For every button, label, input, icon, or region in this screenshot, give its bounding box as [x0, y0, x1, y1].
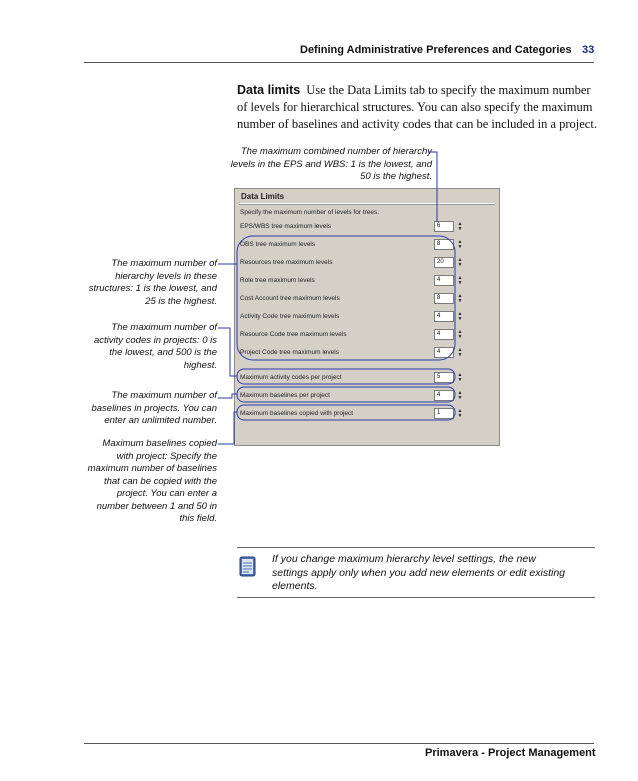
spin-arrows-icon[interactable]: ▲ ▼ [457, 310, 463, 322]
note-bottom-rule [237, 597, 595, 598]
callout-baselines-copied: Maximum baselines copied with project: Specify the maximum number of baselines that can be copied with the project. You can enter a number between 1 and 50 in this field. [87, 438, 217, 524]
spin-arrows-icon[interactable]: ▲ ▼ [457, 292, 463, 304]
spinner-max-activity-codes[interactable] [434, 372, 464, 383]
callout-baselines: The maximum number of baselines in projects. You can enter an unlimited number. [91, 390, 217, 426]
row-label-activity-code: Activity Code tree maximum levels [240, 313, 340, 320]
spinner-activity-code[interactable] [434, 311, 464, 322]
spinner-value[interactable]: 4 [434, 275, 454, 286]
spinner-value[interactable]: 20 [434, 257, 454, 268]
spinner-value[interactable]: 8 [434, 293, 454, 304]
spinner-role[interactable] [434, 275, 464, 286]
row-label-project-code: Project Code tree maximum levels [240, 349, 339, 356]
page-number: 33 [582, 44, 595, 56]
dialog-intro: Specify the maximum number of levels for trees. [240, 209, 380, 216]
row-label-role: Role tree maximum levels [240, 277, 315, 284]
spinner-value[interactable]: 8 [434, 239, 454, 250]
row-label-max-baselines: Maximum baselines per project [240, 392, 330, 399]
running-footer: Primavera - Project Management [425, 747, 596, 759]
row-label-resources: Resources tree maximum levels [240, 259, 333, 266]
note-top-rule [237, 547, 595, 548]
spinner-value[interactable]: 4 [434, 347, 454, 358]
spinner-eps-wbs[interactable] [434, 221, 464, 232]
note-icon [239, 555, 257, 577]
spinner-max-baselines-copied[interactable] [434, 408, 464, 419]
row-label-max-baselines-copied: Maximum baselines copied with project [240, 410, 354, 417]
spinner-resources[interactable] [434, 257, 464, 268]
spinner-value[interactable]: 6 [434, 221, 454, 232]
intro-text: Use the Data Limits tab to specify the maximum number of levels for hierarchical structures. You can also specify the maximum number of baselines and activity codes that can be included in a project. [237, 83, 597, 131]
spinner-value[interactable]: 1 [434, 408, 454, 419]
spin-arrows-icon[interactable]: ▲ ▼ [457, 256, 463, 268]
dialog-divider [239, 203, 495, 205]
spin-arrows-icon[interactable]: ▲ ▼ [457, 220, 463, 232]
spinner-value[interactable]: 4 [434, 329, 454, 340]
note-text: If you change maximum hierarchy level settings, the new settings apply only when you add new elements or edit existing elements. [272, 553, 566, 592]
callout-activity-codes: The maximum number of activity codes in projects: 0 is the lowest, and 500 is the highest. [93, 322, 217, 371]
row-label-resource-code: Resource Code tree maximum levels [240, 331, 347, 338]
row-label-max-activity-codes: Maximum activity codes per project [240, 374, 342, 381]
spinner-cost-account[interactable] [434, 293, 464, 304]
spinner-value[interactable]: 4 [434, 311, 454, 322]
spin-arrows-icon[interactable]: ▲ ▼ [457, 389, 463, 401]
spin-arrows-icon[interactable]: ▲ ▼ [457, 328, 463, 340]
dialog-title: Data Limits [241, 192, 285, 201]
spin-arrows-icon[interactable]: ▲ ▼ [457, 346, 463, 358]
row-label-cost-account: Cost Account tree maximum levels [240, 295, 340, 302]
intro-paragraph [237, 82, 597, 133]
spinner-resource-code[interactable] [434, 329, 464, 340]
spinner-obs[interactable] [434, 239, 464, 250]
intro-lead: Data limits [237, 83, 301, 97]
running-header-title: Defining Administrative Preferences and Categories [300, 44, 572, 56]
callout-hierarchy-levels: The maximum number of hierarchy levels in these structures: 1 is the lowest, and 25 is the highest. [88, 258, 217, 307]
spin-arrows-icon[interactable]: ▲ ▼ [457, 407, 463, 419]
data-limits-dialog [234, 188, 500, 446]
spinner-value[interactable]: 4 [434, 390, 454, 401]
spin-arrows-icon[interactable]: ▲ ▼ [457, 238, 463, 250]
row-label-obs: OBS tree maximum levels [240, 241, 316, 248]
spinner-project-code[interactable] [434, 347, 464, 358]
spinner-max-baselines[interactable] [434, 390, 464, 401]
footer-rule [84, 743, 594, 744]
row-label-eps-wbs: EPS/WBS tree maximum levels [240, 223, 332, 230]
spin-arrows-icon[interactable]: ▲ ▼ [457, 371, 463, 383]
spin-arrows-icon[interactable]: ▲ ▼ [457, 274, 463, 286]
header-rule [84, 62, 594, 63]
callout-eps-wbs: The maximum combined number of hierarchy levels in the EPS and WBS: 1 is the lowest, and 50 is the highest. [230, 146, 432, 182]
spinner-value[interactable]: 5 [434, 372, 454, 383]
